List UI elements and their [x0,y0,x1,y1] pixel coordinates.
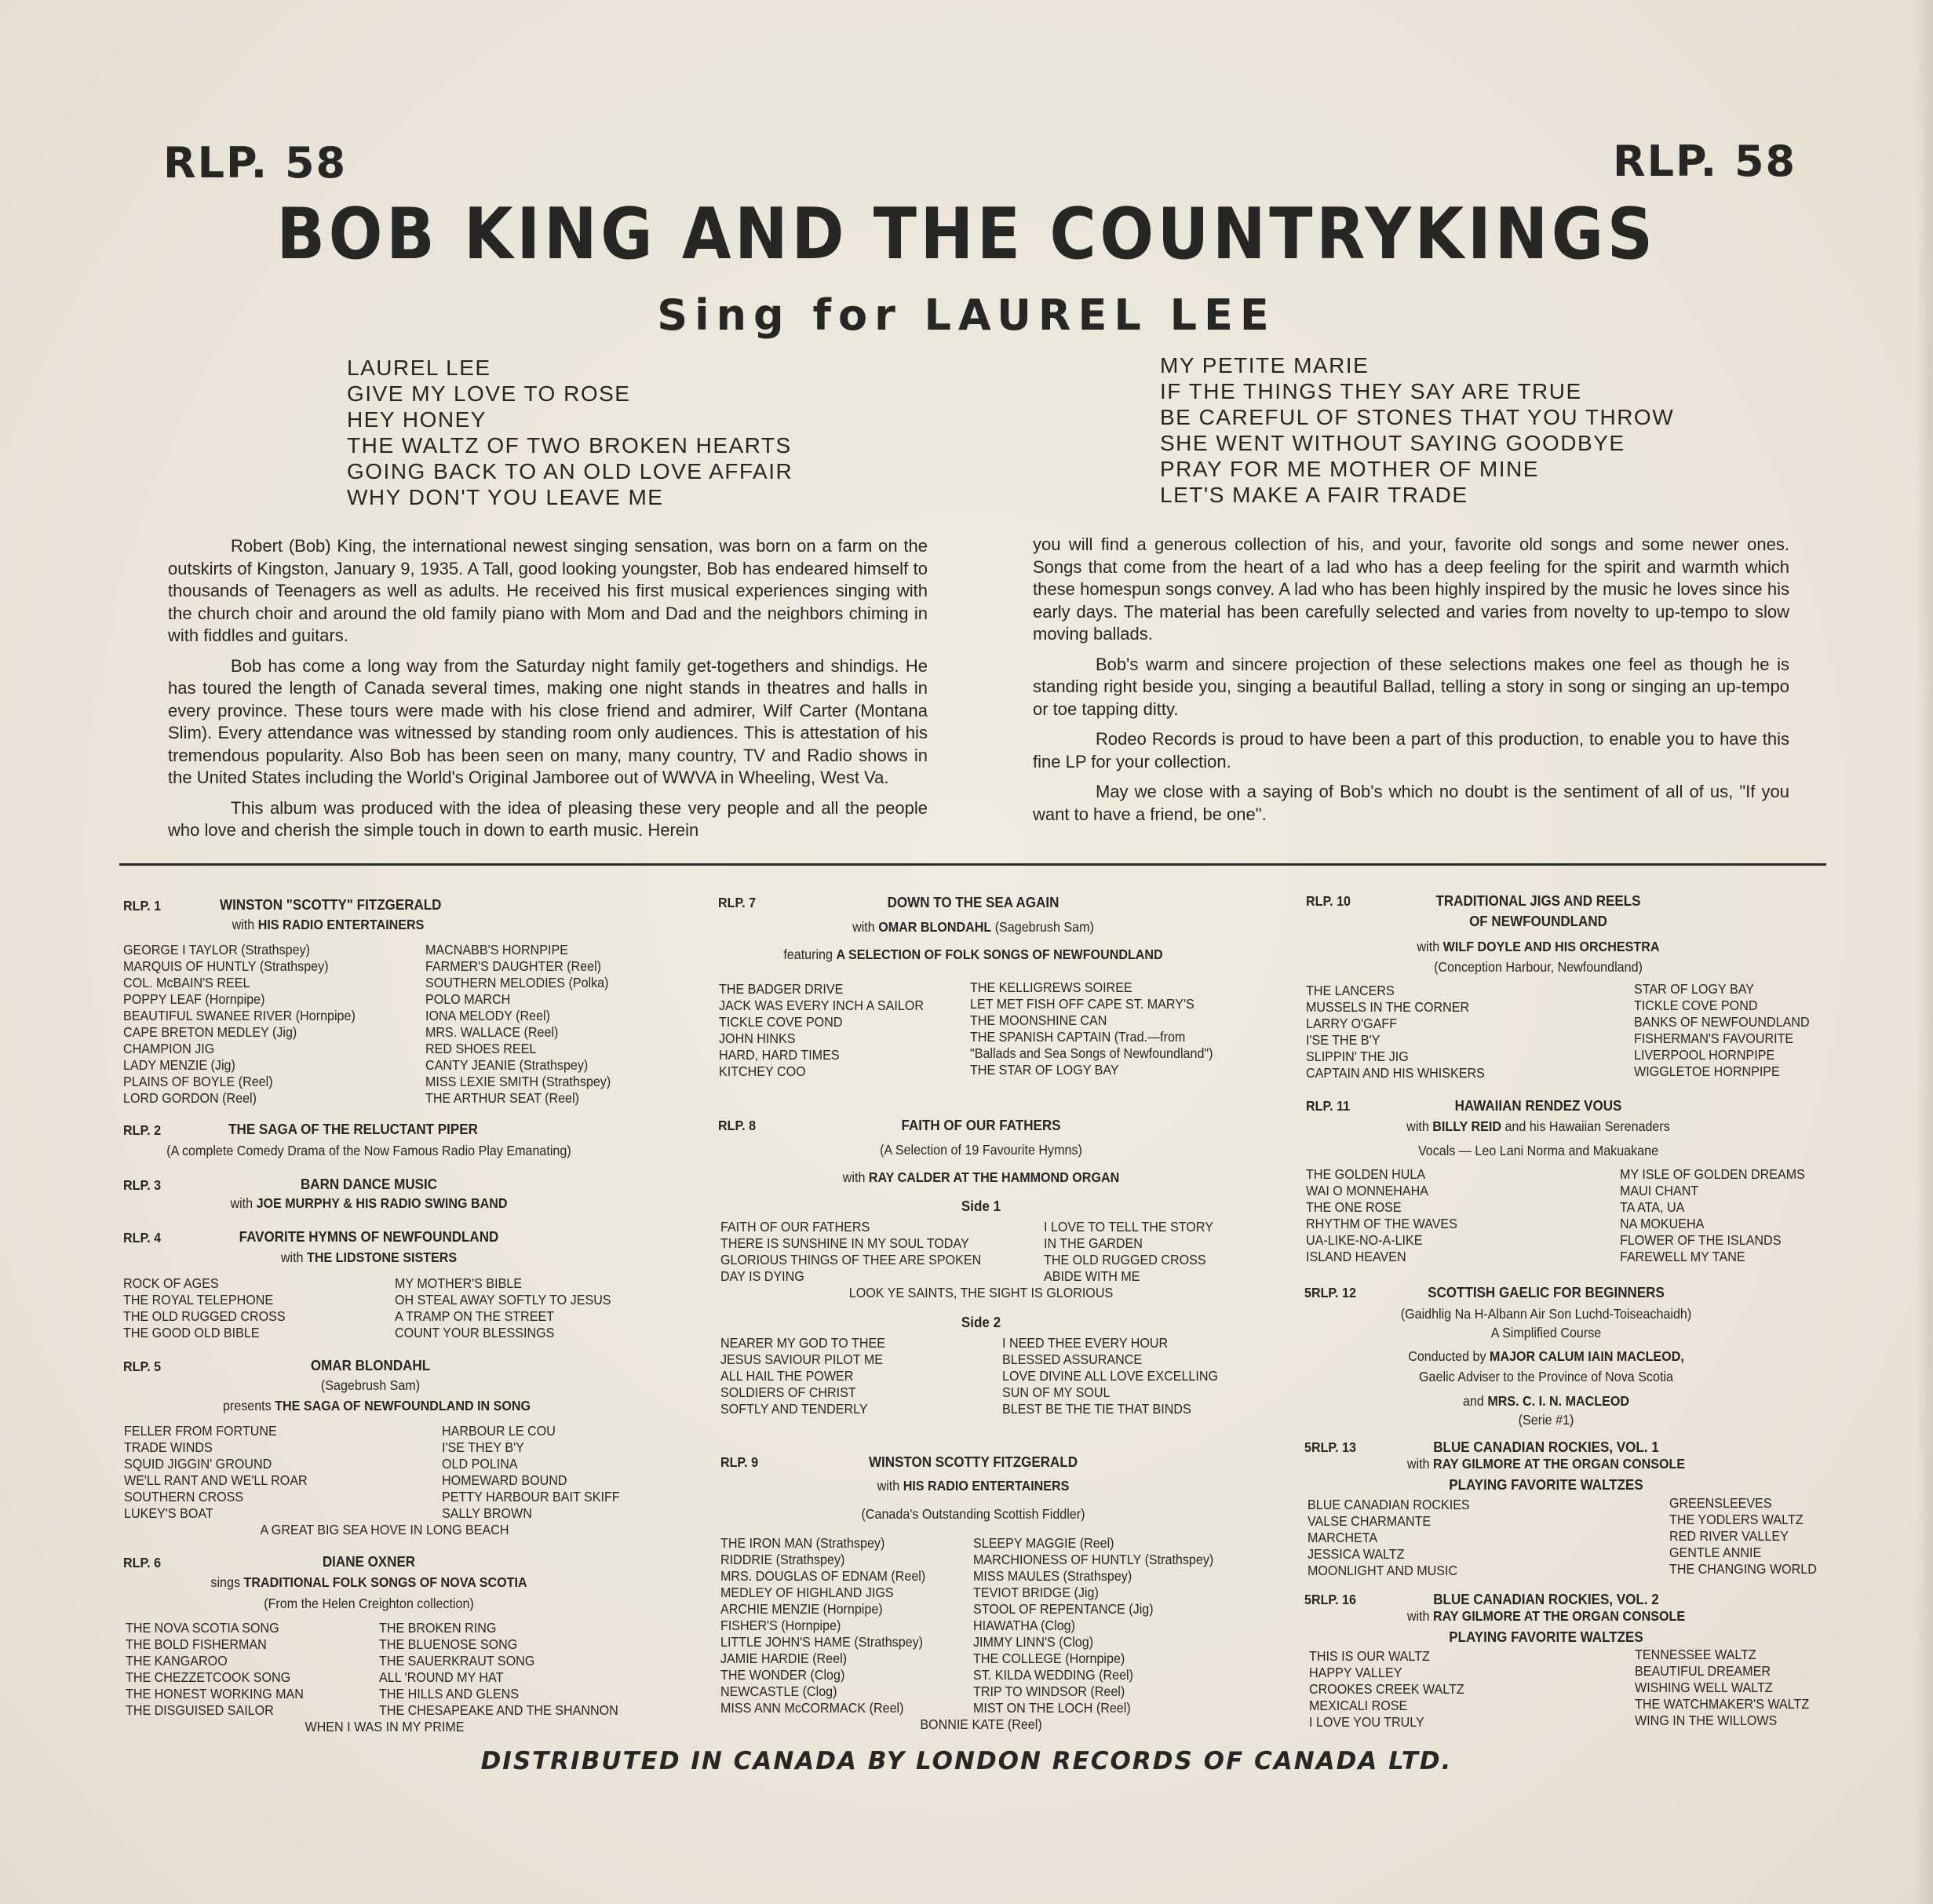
rlp12-title: SCOTTISH GAELIC FOR BEGINNERS [1428,1284,1665,1300]
rlp13-tracks-right-item: GENTLE ANNIE [1669,1545,1762,1560]
rlp7-tracks-left-item: TICKLE COVE POND [719,1014,843,1030]
rlp16-tracks-left-item: I LOVE YOU TRULY [1309,1714,1424,1730]
rlp5-tracks-right-item: HOMEWARD BOUND [442,1472,567,1488]
rlp8-side1-final: LOOK YE SAINTS, THE SIGHT IS GLORIOUS [848,1285,1114,1300]
rlp9-tracks-left [720,1535,925,1716]
rlp4-tracks-right [395,1275,611,1341]
rlp8-side2-left-item: SOLDIERS OF CHRIST [720,1384,856,1400]
rlp9-tracks-right-item: TRIP TO WINDSOR (Reel) [973,1683,1125,1699]
rlp9-tracks-left-item: MRS. DOUGLAS OF EDNAM (Reel) [720,1568,926,1584]
track-title: MY PETITE MARIE [1160,353,1370,378]
rlp8-side1-left [720,1219,981,1285]
rlp5-tracks-left-item: FELLER FROM FORTUNE [124,1423,277,1439]
rlp16-tracks-left-item: CROOKES CREEK WALTZ [1309,1681,1464,1697]
rlp13-tracks-left-item: BLUE CANADIAN ROCKIES [1308,1497,1470,1512]
rlp8-side2-right-item: BLEST BE THE TIE THAT BINDS [1002,1401,1191,1417]
rlp6-tracks-right-item: THE BROKEN RING [379,1620,497,1636]
liner-note-paragraph: Bob's warm and sincere projection of these selections makes one feel as though he is standing right beside you, singing a beautiful Ballad, telling a story in song or singing an up-tempo or toe tapping ditty. [1033,654,1789,719]
rlp10-artist: with WILF DOYLE AND HIS ORCHESTRA [1417,939,1660,954]
rlp11-vocals: Vocals — Leo Lani Norma and Makuakane [1417,1143,1659,1158]
rlp16-code: 5RLP. 16 [1304,1592,1356,1607]
rlp5-alias: (Sagebrush Sam) [320,1377,421,1393]
rlp16-tracks-left-item: HAPPY VALLEY [1309,1665,1402,1680]
rlp13-tracks-left [1308,1497,1470,1579]
rlp2-code: RLP. 2 [123,1122,162,1138]
rlp9-artist: with HIS RADIO ENTERTAINERS [877,1478,1070,1494]
rlp6-tracks-left-item: THE KANGAROO [126,1653,228,1669]
track-title: LET'S MAKE A FAIR TRADE [1160,483,1468,507]
catalog-number-right: RLP. 58 [1613,137,1797,186]
rlp4-tracks-left-item: THE OLD RUGGED CROSS [123,1308,286,1324]
rlp1-code: RLP. 1 [123,898,162,914]
rlp8-code: RLP. 8 [718,1118,757,1133]
rlp2-subtitle: (A complete Comedy Drama of the Now Famous Radio Play Emanating) [166,1143,571,1158]
rlp1-tracks-left [123,942,356,1107]
rlp8-side2-label: Side 2 [961,1314,1001,1330]
rlp1-tracks-right-item: MISS LEXIE SMITH (Strathspey) [425,1074,611,1089]
rlp4-tracks-right-item: OH STEAL AWAY SOFTLY TO JESUS [395,1292,611,1308]
rlp5-tracks-right-item: I'SE THEY B'Y [442,1439,524,1455]
rlp13-tracks-right-item: THE CHANGING WORLD [1669,1561,1817,1577]
rlp8-side2-right-item: LOVE DIVINE ALL LOVE EXCELLING [1002,1368,1219,1384]
rlp12-code: 5RLP. 12 [1304,1285,1356,1300]
rlp11-tracks-left-item: UA-LIKE-NO-A-LIKE [1306,1232,1423,1248]
rlp7-tracks-left-item: JACK WAS EVERY INCH A SAILOR [719,998,924,1013]
rlp6-code: RLP. 6 [123,1555,162,1570]
rlp8-side2-left-item: ALL HAIL THE POWER [720,1368,854,1384]
rlp8-side1-right-item: THE OLD RUGGED CROSS [1044,1252,1206,1268]
rlp1-tracks-right-item: POLO MARCH [425,991,511,1007]
rlp1-tracks-right-item: MACNABB'S HORNPIPE [425,942,569,957]
divider-rule [119,863,1826,866]
rlp11-tracks-right [1620,1166,1805,1265]
track-title: HEY HONEY [347,407,487,432]
rlp5-tracks-right-item: PETTY HARBOUR BAIT SKIFF [442,1489,620,1505]
rlp11-tracks-right-item: MY ISLE OF GOLDEN DREAMS [1620,1166,1805,1182]
track-title: SHE WENT WITHOUT SAYING GOODBYE [1160,431,1625,455]
rlp5-title: OMAR BLONDAHL [310,1357,431,1373]
rlp10-tracks-left-item: THE LANCERS [1306,983,1395,998]
rlp8-side2-right-item: SUN OF MY SOUL [1002,1384,1111,1400]
rlp16-tracks-left-item: THIS IS OUR WALTZ [1309,1648,1430,1664]
rlp12-series: (Serie #1) [1518,1412,1574,1428]
rlp9-tracks-right-item: SLEEPY MAGGIE (Reel) [973,1535,1114,1551]
rlp8-side1-right-item: I LOVE TO TELL THE STORY [1044,1219,1213,1235]
rlp9-tracks-left-item: RIDDRIE (Strathspey) [720,1552,845,1567]
rlp9-tracks-right-item: STOOL OF REPENTANCE (Jig) [973,1601,1154,1617]
rlp1-tracks-left-item: LADY MENZIE (Jig) [123,1057,235,1073]
rlp8-side2-right-item: BLESSED ASSURANCE [1002,1351,1143,1367]
rlp10-location: (Conception Harbour, Newfoundland) [1434,959,1643,975]
rlp2-title: THE SAGA OF THE RELUCTANT PIPER [228,1121,478,1137]
rlp4-tracks-right-item: A TRAMP ON THE STREET [395,1308,555,1324]
rlp13-tracks-left-item: MOONLIGHT AND MUSIC [1308,1563,1458,1578]
liner-note-paragraph: Rodeo Records is proud to have been a part of this production, to enable you to have this fine LP for your collection. [1033,729,1789,771]
rlp8-side1-right-item: IN THE GARDEN [1044,1235,1143,1251]
rlp13-tracks-right [1669,1495,1817,1578]
rlp16-tracks-left [1309,1648,1464,1731]
rlp9-tracks-right-item: HIAWATHA (Clog) [973,1618,1076,1633]
rlp7-tracks-left-item: JOHN HINKS [719,1030,796,1046]
rlp10-tracks-right-item: FISHERMAN'S FAVOURITE [1634,1030,1794,1046]
rlp11-title: HAWAIIAN RENDEZ VOUS [1454,1097,1622,1114]
rlp11-tracks-right-item: NA MOKUEHA [1620,1216,1705,1231]
rlp11-code: RLP. 11 [1306,1098,1351,1114]
rlp6-tracks-left-item: THE HONEST WORKING MAN [126,1686,304,1702]
rlp10-tracks-right-item: LIVERPOOL HORNPIPE [1634,1047,1775,1063]
rlp10-tracks-left-item: I'SE THE B'Y [1306,1032,1380,1048]
rlp10-tracks-left-item: LARRY O'GAFF [1306,1016,1398,1031]
rlp9-tracks-right-item: TEVIOT BRIDGE (Jig) [973,1585,1099,1600]
rlp1-tracks-left-item: BEAUTIFUL SWANEE RIVER (Hornpipe) [123,1008,356,1023]
rlp16-playing: PLAYING FAVORITE WALTZES [1449,1629,1643,1645]
rlp6-title: DIANE OXNER [322,1553,416,1570]
rlp6-tracks-left-item: THE BOLD FISHERMAN [126,1636,267,1652]
rlp11-artist: with BILLY REID and his Hawaiian Serenaders [1406,1118,1670,1134]
rlp9-final-track: BONNIE KATE (Reel) [920,1716,1042,1732]
rlp5-code: RLP. 5 [123,1359,162,1374]
rlp6-tracks-right-item: THE HILLS AND GLENS [379,1686,520,1702]
rlp1-artist: with HIS RADIO ENTERTAINERS [232,917,425,932]
rlp4-tracks-left-item: THE GOOD OLD BIBLE [123,1325,260,1340]
rlp11-tracks-left-item: THE ONE ROSE [1306,1199,1402,1215]
track-title: PRAY FOR ME MOTHER OF MINE [1160,457,1539,481]
rlp9-tracks-left-item: FISHER'S (Hornpipe) [720,1618,841,1633]
rlp11-tracks-right-item: FLOWER OF THE ISLANDS [1620,1232,1782,1248]
rlp12-gaelic-title: (Gaidhlig Na H-Albann Air Son Luchd-Toiseachaidh) [1400,1306,1692,1322]
distribution-footer: DISTRIBUTED IN CANADA BY LONDON RECORDS OF CANADA LTD. [480,1747,1453,1775]
rlp13-tracks-right-item: GREENSLEEVES [1669,1495,1772,1511]
track-title: BE CAREFUL OF STONES THAT YOU THROW [1160,405,1675,429]
rlp5-tracks-left [124,1423,308,1522]
rlp6-tracks-left [126,1620,304,1719]
cover-edge-shadow [1916,0,1933,1904]
rlp12-conductor: Conducted by MAJOR CALUM IAIN MACLEOD, [1408,1348,1684,1364]
rlp3-title: BARN DANCE MUSIC [301,1176,437,1192]
album-subtitle: Sing for LAUREL LEE [657,290,1276,340]
rlp1-tracks-left-item: POPPY LEAF (Hornpipe) [123,991,265,1007]
rlp4-title: FAVORITE HYMNS OF NEWFOUNDLAND [239,1228,499,1245]
rlp1-tracks-left-item: GEORGE I TAYLOR (Strathspey) [123,942,310,957]
rlp10-title-line1: TRADITIONAL JIGS AND REELS [1435,892,1641,909]
rlp8-side1-left-item: DAY IS DYING [720,1268,804,1284]
rlp10-code: RLP. 10 [1306,893,1351,909]
rlp9-tracks-right-item: ST. KILDA WEDDING (Reel) [973,1667,1133,1683]
rlp8-side2-left [720,1335,885,1417]
rlp9-title: WINSTON SCOTTY FITZGERALD [868,1454,1078,1470]
rlp8-side1-left-item: FAITH OF OUR FATHERS [720,1219,870,1235]
rlp10-tracks-left [1306,983,1485,1081]
catalog-number-left: RLP. 58 [163,138,348,188]
liner-note-paragraph: you will find a generous collection of his, and your, favorite old songs and some newer ones. Songs that come from the heart of a lad who has a deep feeling for the spirit and warmth which these homespun songs convey. A lad who has been highly inspired by the music he loves since his early days. The material has been carefully selected and varies from novelty to up-tempo to slow moving ballads. [1033,534,1789,644]
rlp16-artist: with RAY GILMORE AT THE ORGAN CONSOLE [1406,1608,1686,1624]
rlp4-tracks-left [123,1275,286,1341]
rlp16-tracks-right-item: BEAUTIFUL DREAMER [1635,1663,1771,1679]
liner-note-paragraph: Bob has come a long way from the Saturday night family get-togethers and shindigs. He has toured the length of Canada several times, making one night stands in theatres and halls in every province. These tours were made with his close friend and admirer, Wilf Carter (Montana Slim). Every attendance was witnessed by standing room only audiences. This is attestation of his tremendous popularity. Also Bob has been seen on many, many country, TV and Radio shows in the United States including the World's Original Jamboree out of WWVA in Wheeling, West Va. [168,655,928,787]
rlp7-code: RLP. 7 [718,895,757,910]
rlp3-artist: with JOE MURPHY & HIS RADIO SWING BAND [230,1195,508,1211]
rlp11-tracks-left-item: WAI O MONNEHAHA [1306,1183,1428,1198]
rlp10-tracks-left-item: MUSSELS IN THE CORNER [1306,999,1470,1015]
rlp16-title: BLUE CANADIAN ROCKIES, VOL. 2 [1433,1591,1659,1607]
rlp7-tracks-right-item: THE MOONSHINE CAN [970,1012,1107,1028]
rlp4-artist: with THE LIDSTONE SISTERS [280,1249,458,1265]
rlp16-tracks-right [1635,1647,1809,1729]
tracklist-side-a [347,355,793,510]
rlp8-side1-left-item: GLORIOUS THINGS OF THEE ARE SPOKEN [720,1252,982,1268]
rlp6-source: (From the Helen Creighton collection) [264,1596,474,1611]
rlp16-tracks-right-item: TENNESSEE WALTZ [1635,1647,1756,1662]
rlp9-tracks-left-item: LITTLE JOHN'S HAME (Strathspey) [720,1634,924,1650]
rlp1-tracks-left-item: LORD GORDON (Reel) [123,1090,257,1106]
rlp13-code: 5RLP. 13 [1304,1439,1356,1455]
rlp8-side1-left-item: THERE IS SUNSHINE IN MY SOUL TODAY [720,1235,969,1251]
track-title: WHY DON'T YOU LEAVE ME [347,485,664,509]
rlp9-tracks-left-item: MEDLEY OF HIGHLAND JIGS [720,1585,894,1600]
rlp5-tracks-right-item: OLD POLINA [442,1456,518,1472]
rlp16-tracks-right-item: WISHING WELL WALTZ [1635,1680,1773,1695]
album-title: BOB KING AND THE COUNTRYKINGS [276,193,1657,275]
rlp8-artist: with RAY CALDER AT THE HAMMOND ORGAN [842,1169,1120,1185]
rlp7-tracks-right-item: LET MET FISH OFF CAPE ST. MARY'S [970,996,1194,1012]
rlp7-tracks-left-item: KITCHEY COO [719,1063,806,1079]
rlp12-co-author: and MRS. C. I. N. MACLEOD [1462,1393,1630,1409]
rlp1-tracks-right-item: RED SHOES REEL [425,1041,537,1056]
rlp6-tracks-left-item: THE NOVA SCOTIA SONG [126,1620,279,1636]
rlp7-title: DOWN TO THE SEA AGAIN [887,894,1060,910]
rlp5-tracks-right-item: SALLY BROWN [442,1505,532,1521]
rlp11-tracks-left-item: THE GOLDEN HULA [1306,1166,1426,1182]
rlp8-side2-right-item: I NEED THEE EVERY HOUR [1002,1335,1169,1351]
rlp6-tracks-right-item: THE CHESAPEAKE AND THE SHANNON [379,1702,618,1718]
liner-note-paragraph: May we close with a saying of Bob's which no doubt is the sentiment of all of us, "If you want to have a friend, be one". [1033,782,1789,824]
liner-note-paragraph: This album was produced with the idea of pleasing these very people and all the people who love and cherish the simple touch in down to earth music. Herein [168,797,928,840]
rlp9-tracks-left-item: JAMIE HARDIE (Reel) [720,1650,848,1666]
rlp7-tracks-left-item: HARD, HARD TIMES [719,1047,840,1063]
rlp9-tracks-right-item: JIMMY LINN'S (Clog) [973,1634,1094,1650]
rlp5-presents: presents THE SAGA OF NEWFOUNDLAND IN SONG [222,1398,531,1413]
rlp1-tracks-right-item: MRS. WALLACE (Reel) [425,1024,559,1040]
rlp8-side2-left-item: JESUS SAVIOUR PILOT ME [720,1351,883,1367]
liner-notes-right [1033,534,1789,833]
rlp5-tracks-left-item: LUKEY'S BOAT [124,1505,213,1521]
rlp9-tracks-right-item: MISS MAULES (Strathspey) [973,1568,1132,1584]
rlp11-tracks-left [1306,1166,1457,1265]
rlp11-tracks-right-item: TA ATA, UA [1620,1199,1685,1215]
rlp8-side2-left-item: SOFTLY AND TENDERLY [720,1401,868,1417]
rlp1-tracks-right-item: IONA MELODY (Reel) [425,1008,550,1023]
rlp7-tracks-right-item: THE STAR OF LOGY BAY [970,1062,1119,1078]
rlp8-side1-label: Side 1 [961,1198,1001,1214]
rlp7-tracks-left [719,981,924,1080]
rlp8-side2-left-item: NEARER MY GOD TO THEE [720,1335,885,1351]
rlp6-tracks-left-item: THE DISGUISED SAILOR [126,1702,274,1718]
rlp9-tracks-left-item: THE WONDER (Clog) [720,1667,845,1683]
rlp4-tracks-right-item: COUNT YOUR BLESSINGS [395,1325,555,1340]
rlp1-tracks-left-item: PLAINS OF BOYLE (Reel) [123,1074,273,1089]
rlp1-tracks-left-item: CAPE BRETON MEDLEY (Jig) [123,1024,297,1040]
rlp8-title: FAITH OF OUR FATHERS [901,1117,1061,1133]
rlp13-tracks-left-item: JESSICA WALTZ [1308,1546,1405,1562]
rlp10-tracks-right [1634,981,1810,1080]
rlp9-note: (Canada's Outstanding Scottish Fiddler) [861,1506,1085,1522]
rlp8-side1-right-item: ABIDE WITH ME [1044,1268,1140,1284]
rlp5-tracks-left-item: TRADE WINDS [124,1439,213,1455]
rlp8-side1-right [1044,1219,1213,1285]
rlp5-tracks-right [442,1423,620,1522]
rlp11-tracks-left-item: RHYTHM OF THE WAVES [1306,1216,1457,1231]
rlp9-tracks-left-item: NEWCASTLE (Clog) [720,1683,837,1699]
rlp13-tracks-left-item: VALSE CHARMANTE [1308,1513,1432,1529]
rlp9-tracks-right-item: MIST ON THE LOCH (Reel) [973,1700,1131,1716]
rlp13-artist: with RAY GILMORE AT THE ORGAN CONSOLE [1406,1456,1686,1472]
rlp1-tracks-right-item: SOUTHERN MELODIES (Polka) [425,975,609,990]
rlp9-tracks-right-item: THE COLLEGE (Hornpipe) [973,1650,1125,1666]
rlp8-side2-right [1002,1335,1218,1417]
rlp6-tracks-left-item: THE CHEZZETCOOK SONG [126,1669,291,1685]
rlp6-tracks-right-item: THE BLUENOSE SONG [379,1636,518,1652]
rlp11-tracks-left-item: ISLAND HEAVEN [1306,1249,1406,1264]
rlp6-tracks-right-item: ALL 'ROUND MY HAT [379,1669,504,1685]
rlp9-code: RLP. 9 [720,1454,759,1470]
rlp9-tracks-left-item: MISS ANN McCORMACK (Reel) [720,1700,904,1716]
rlp1-tracks-left-item: CHAMPION JIG [123,1041,215,1056]
rlp6-final-track: WHEN I WAS IN MY PRIME [305,1719,465,1734]
rlp10-tracks-left-item: CAPTAIN AND HIS WHISKERS [1306,1065,1485,1081]
rlp10-tracks-right-item: TICKLE COVE POND [1634,998,1758,1013]
rlp7-tracks-right-item: "Ballads and Sea Songs of Newfoundland") [970,1045,1213,1061]
rlp5-tracks-left-item: SQUID JIGGIN' GROUND [124,1456,272,1472]
rlp7-artist: with OMAR BLONDAHL (Sagebrush Sam) [852,919,1094,935]
rlp7-tracks-right-item: THE SPANISH CAPTAIN (Trad.—from [970,1029,1186,1045]
track-title: GIVE MY LOVE TO ROSE [347,381,631,406]
rlp1-tracks-right-item: THE ARTHUR SEAT (Reel) [425,1090,579,1106]
rlp4-tracks-left-item: THE ROYAL TELEPHONE [123,1292,274,1308]
tracklist-side-b [1160,352,1674,508]
rlp7-featuring: featuring A SELECTION OF FOLK SONGS OF NEWFOUNDLAND [783,947,1163,962]
rlp10-tracks-left-item: SLIPPIN' THE JIG [1306,1049,1409,1064]
rlp10-title-line2: OF NEWFOUNDLAND [1469,913,1607,929]
rlp7-tracks-right [970,979,1213,1078]
track-title: THE WALTZ OF TWO BROKEN HEARTS [347,433,792,458]
track-title: GOING BACK TO AN OLD LOVE AFFAIR [347,459,793,483]
rlp6-tracks-right-item: THE SAUERKRAUT SONG [379,1653,535,1669]
liner-note-paragraph: Robert (Bob) King, the international newest singing sensation, was born on a farm on the outskirts of Kingston, January 9, 1935. A Tall, good looking youngster, Bob has endeared himself to thousands of Teenagers as well as adults. He received his first musical experiences singing with the church choir and around the old family piano with Mom and Dad and the neighbors chiming in with fiddles and guitars. [168,536,928,645]
rlp7-tracks-left-item: THE BADGER DRIVE [719,981,844,997]
rlp9-tracks-left-item: THE IRON MAN (Strathspey) [720,1535,885,1551]
rlp13-title: BLUE CANADIAN ROCKIES, VOL. 1 [1433,1439,1659,1455]
track-title: IF THE THINGS THEY SAY ARE TRUE [1160,379,1582,403]
rlp9-tracks-right [973,1535,1213,1716]
rlp9-tracks-right-item: MARCHIONESS OF HUNTLY (Strathspey) [973,1552,1214,1567]
rlp6-sings: sings TRADITIONAL FOLK SONGS OF NOVA SCOTIA [210,1574,527,1590]
rlp1-tracks-right [425,942,611,1107]
rlp5-tracks-left-item: WE'LL RANT AND WE'LL ROAR [124,1472,308,1488]
rlp9-tracks-left-item: ARCHIE MENZIE (Hornpipe) [720,1601,883,1617]
rlp6-tracks-right [379,1620,618,1719]
rlp4-tracks-left-item: ROCK OF AGES [123,1275,219,1291]
rlp4-code: RLP. 4 [123,1230,162,1246]
rlp12-adviser: Gaelic Adviser to the Province of Nova Scotia [1419,1369,1673,1384]
rlp12-course: A Simplified Course [1490,1325,1602,1340]
rlp3-code: RLP. 3 [123,1177,162,1193]
rlp5-tracks-left-item: SOUTHERN CROSS [124,1489,244,1505]
rlp13-tracks-left-item: MARCHETA [1308,1530,1378,1545]
rlp7-tracks-right-item: THE KELLIGREWS SOIREE [970,979,1132,995]
track-title: LAUREL LEE [347,356,491,380]
rlp11-tracks-right-item: FAREWELL MY TANE [1620,1249,1745,1264]
rlp13-tracks-right-item: RED RIVER VALLEY [1669,1528,1789,1544]
rlp1-tracks-right-item: CANTY JEANIE (Strathspey) [425,1057,589,1073]
rlp5-final-track: A GREAT BIG SEA HOVE IN LONG BEACH [260,1522,509,1537]
rlp16-tracks-right-item: WING IN THE WILLOWS [1635,1713,1778,1728]
rlp8-subtitle: (A Selection of 19 Favourite Hymns) [880,1142,1082,1158]
rlp4-tracks-right-item: MY MOTHER'S BIBLE [395,1275,523,1291]
rlp10-tracks-right-item: STAR OF LOGY BAY [1634,981,1754,997]
rlp5-tracks-right-item: HARBOUR LE COU [442,1423,556,1439]
rlp1-tracks-left-item: COL. McBAIN'S REEL [123,975,250,990]
rlp10-tracks-right-item: WIGGLETOE HORNPIPE [1634,1063,1780,1079]
rlp13-tracks-right-item: THE YODLERS WALTZ [1669,1512,1804,1527]
rlp1-tracks-right-item: FARMER'S DAUGHTER (Reel) [425,958,602,974]
rlp16-tracks-left-item: MEXICALI ROSE [1309,1698,1408,1713]
rlp1-title: WINSTON "SCOTTY" FITZGERALD [220,896,442,913]
rlp10-tracks-right-item: BANKS OF NEWFOUNDLAND [1634,1014,1810,1030]
rlp11-tracks-right-item: MAUI CHANT [1620,1183,1699,1198]
liner-notes-left [168,535,928,850]
rlp16-tracks-right-item: THE WATCHMAKER'S WALTZ [1635,1696,1810,1712]
rlp13-playing: PLAYING FAVORITE WALTZES [1449,1476,1643,1493]
rlp1-tracks-left-item: MARQUIS OF HUNTLY (Strathspey) [123,958,329,974]
